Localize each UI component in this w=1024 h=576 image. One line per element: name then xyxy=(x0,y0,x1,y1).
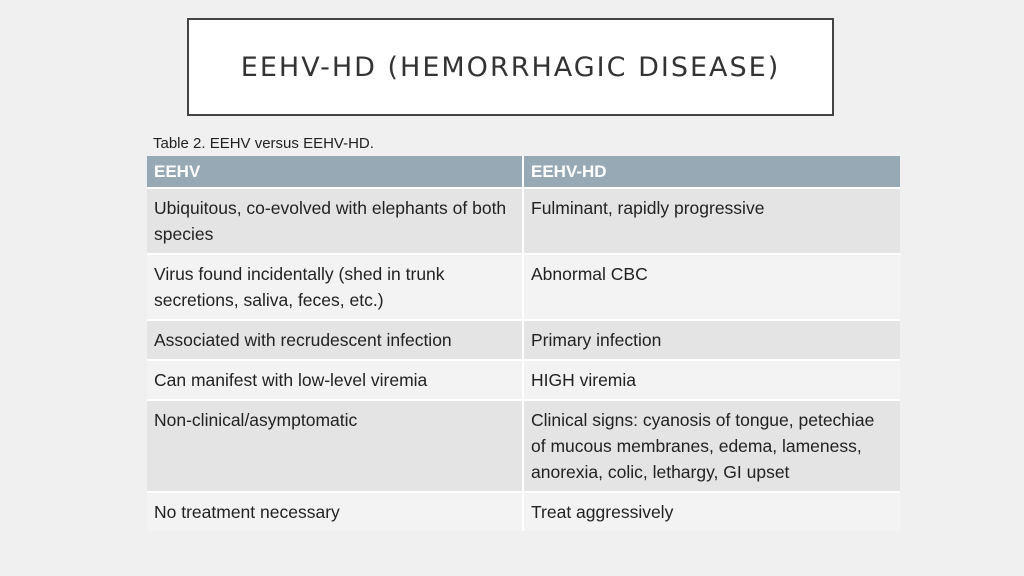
table-cell: Ubiquitous, co-evolved with elephants of both species xyxy=(147,188,523,254)
table-cell: Fulminant, rapidly progressive xyxy=(523,188,900,254)
slide-title: EEHV-HD (HEMORRHAGIC DISEASE) xyxy=(240,51,781,83)
table-cell: Associated with recrudescent infection xyxy=(147,320,523,360)
table-row xyxy=(147,254,900,320)
table-cell: Primary infection xyxy=(523,320,900,360)
table-cell: Virus found incidentally (shed in trunk secretions, saliva, feces, etc.) xyxy=(147,254,523,320)
table-cell: Abnormal CBC xyxy=(523,254,900,320)
table-row xyxy=(147,188,900,254)
column-header-eehv: EEHV xyxy=(147,156,523,188)
table-cell: Clinical signs: cyanosis of tongue, petechiae of mucous membranes, edema, lameness, anorexia, colic, lethargy, GI upset xyxy=(523,400,900,492)
table-cell: Can manifest with low-level viremia xyxy=(147,360,523,400)
table-cell: Treat aggressively xyxy=(523,492,900,531)
table-cell: No treatment necessary xyxy=(147,492,523,531)
table-row xyxy=(147,360,900,400)
table-row xyxy=(147,320,900,360)
table-row xyxy=(147,400,900,492)
table-header-row xyxy=(147,156,900,188)
table-caption: Table 2. EEHV versus EEHV-HD. xyxy=(153,135,374,152)
comparison-table xyxy=(147,156,900,531)
table-row xyxy=(147,492,900,531)
table-cell: Non-clinical/asymptomatic xyxy=(147,400,523,492)
column-header-eehv-hd: EEHV-HD xyxy=(523,156,900,188)
title-box xyxy=(187,18,834,116)
table-cell: HIGH viremia xyxy=(523,360,900,400)
